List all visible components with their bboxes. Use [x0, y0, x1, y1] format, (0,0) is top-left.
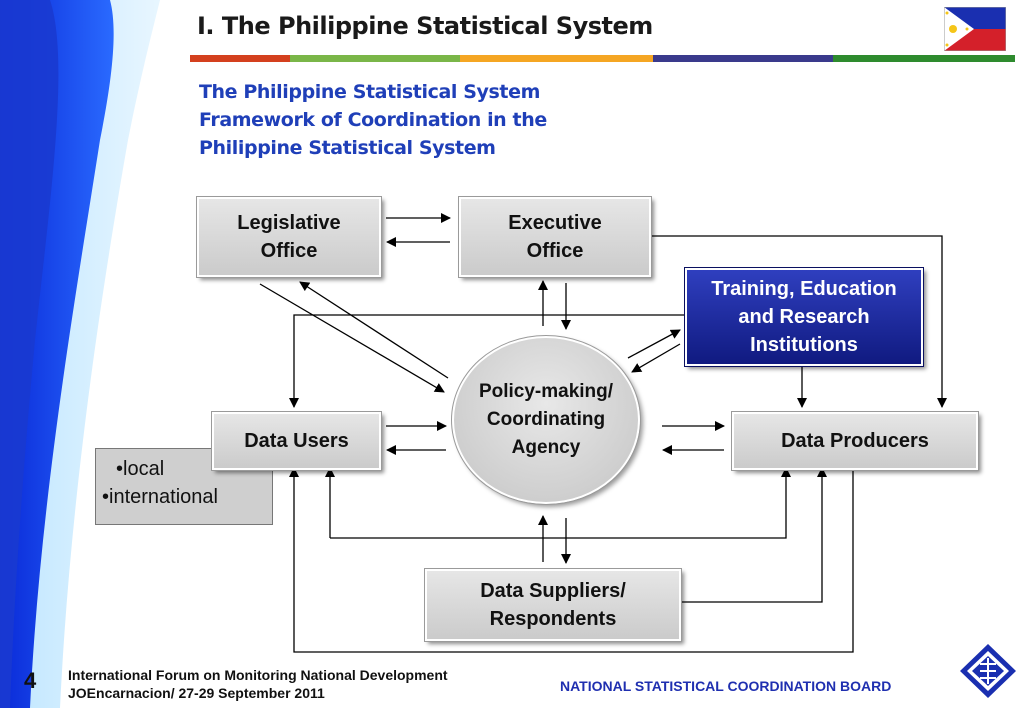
executive-line-1: Executive	[508, 212, 602, 234]
training-line-1: Training, Education	[711, 278, 897, 300]
organization-name: NATIONAL STATISTICAL COORDINATION BOARD	[560, 678, 892, 694]
legislative-line-2: Office	[260, 240, 318, 262]
suppliers-line-2: Respondents	[489, 608, 617, 630]
data-producers-box	[732, 412, 978, 470]
nscb-logo-icon	[958, 642, 1018, 700]
training-institutions-box	[685, 268, 923, 366]
page-title: I. The Philippine Statistical System	[197, 12, 653, 40]
data-users-label: Data Users	[244, 430, 349, 452]
subtitle-line-1: The Philippine Statistical System	[199, 81, 540, 103]
footer-credit	[68, 666, 448, 702]
training-line-2: and Research	[738, 306, 870, 328]
bullet-icon: •	[116, 458, 124, 480]
scope-international: international	[109, 486, 218, 508]
subtitle-line-2: Framework of Coordination in the	[199, 109, 547, 131]
policy-making-agency-circle	[452, 336, 640, 504]
data-users-box	[212, 412, 381, 470]
data-producers-label: Data Producers	[781, 430, 929, 452]
policy-line-3: Agency	[511, 437, 581, 458]
footer-line-1: International Forum on Monitoring National Development	[68, 667, 448, 683]
executive-line-2: Office	[526, 240, 584, 262]
policy-line-1: Policy-making/	[478, 381, 614, 402]
footer-line-2: JOEncarnacion/ 27-29 September 2011	[68, 685, 325, 701]
subtitle-line-3: Philippine Statistical System	[199, 137, 496, 159]
data-suppliers-box	[425, 569, 681, 641]
legislative-line-1: Legislative	[237, 212, 341, 234]
executive-office-box	[459, 197, 651, 277]
page-number: 4	[24, 668, 37, 693]
legislative-office-box	[197, 197, 381, 277]
policy-line-2: Coordinating	[486, 409, 606, 430]
bullet-icon: •	[102, 486, 110, 508]
training-line-3: Institutions	[750, 334, 858, 356]
suppliers-line-1: Data Suppliers/	[480, 580, 626, 602]
scope-local: local	[123, 458, 165, 480]
